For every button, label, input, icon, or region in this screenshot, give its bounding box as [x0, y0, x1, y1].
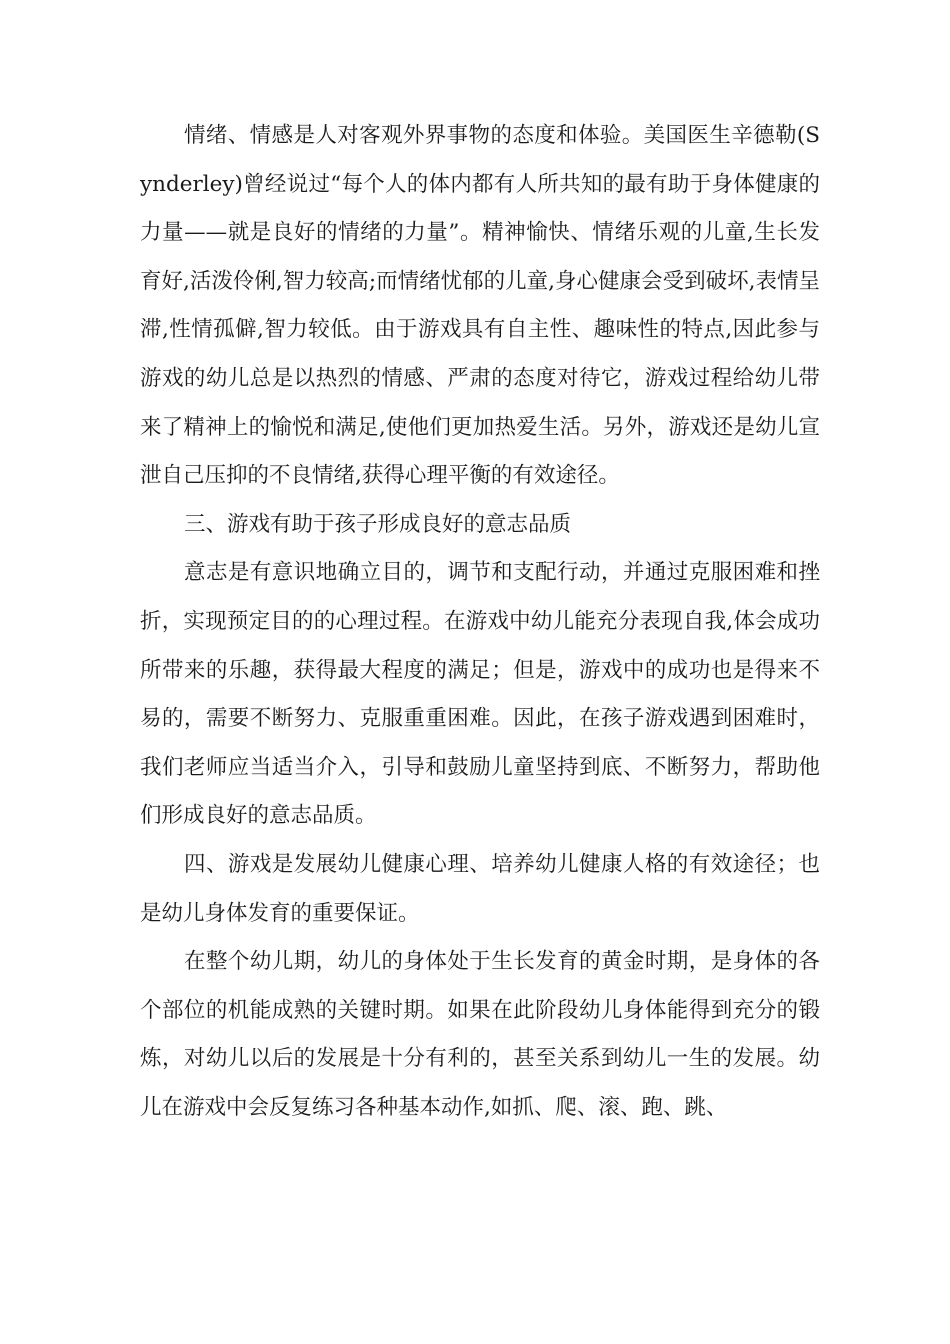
body-text [140, 112, 820, 1132]
heading-section-four: 四、游戏是发展幼儿健康心理、培养幼儿健康人格的有效途径；也是幼儿身体发育的重要保证。 [140, 851, 820, 926]
heading-section-three: 三、游戏有助于孩子形成良好的意志品质 [184, 511, 572, 537]
paragraph-emotion: 情绪、情感是人对客观外界事物的态度和体验。美国医生辛德勒(Synderley)曾经说过“每个人的体内都有人所共知的最有助于身体健康的力量——就是良好的情绪的力量”。精神愉快、情绪乐观的儿童,生长发育好,活泼伶俐,智力较高;而情绪忧郁的儿童,身心健康会受到破坏,表情呈滞,性情孤僻,智力较低。由于游戏具有自主性、趣味性的特点,因此参与游戏的幼儿总是以热烈的情感、严肃的态度对待它，游戏过程给幼儿带来了精神上的愉悦和满足,使他们更加热爱生活。另外，游戏还是幼儿宣泄自己压抑的不良情绪,获得心理平衡的有效途径。 [140, 123, 820, 489]
paragraph-physical-development: 在整个幼儿期，幼儿的身体处于生长发育的黄金时期，是身体的各个部位的机能成熟的关键时期。如果在此阶段幼儿身体能得到充分的锻炼，对幼儿以后的发展是十分有利的，甚至关系到幼儿一生的发展。幼儿在游戏中会反复练习各种基本动作,如抓、爬、滚、跑、跳、 [140, 949, 820, 1120]
paragraph-will: 意志是有意识地确立目的，调节和支配行动，并通过克服困难和挫折，实现预定目的的心理过程。在游戏中幼儿能充分表现自我,体会成功所带来的乐趣，获得最大程度的满足；但是，游戏中的成功也是得来不易的，需要不断努力、克服重重困难。因此，在孩子游戏遇到困难时，我们老师应当适当介入，引导和鼓励儿童坚持到底、不断努力，帮助他们形成良好的意志品质。 [140, 560, 820, 829]
